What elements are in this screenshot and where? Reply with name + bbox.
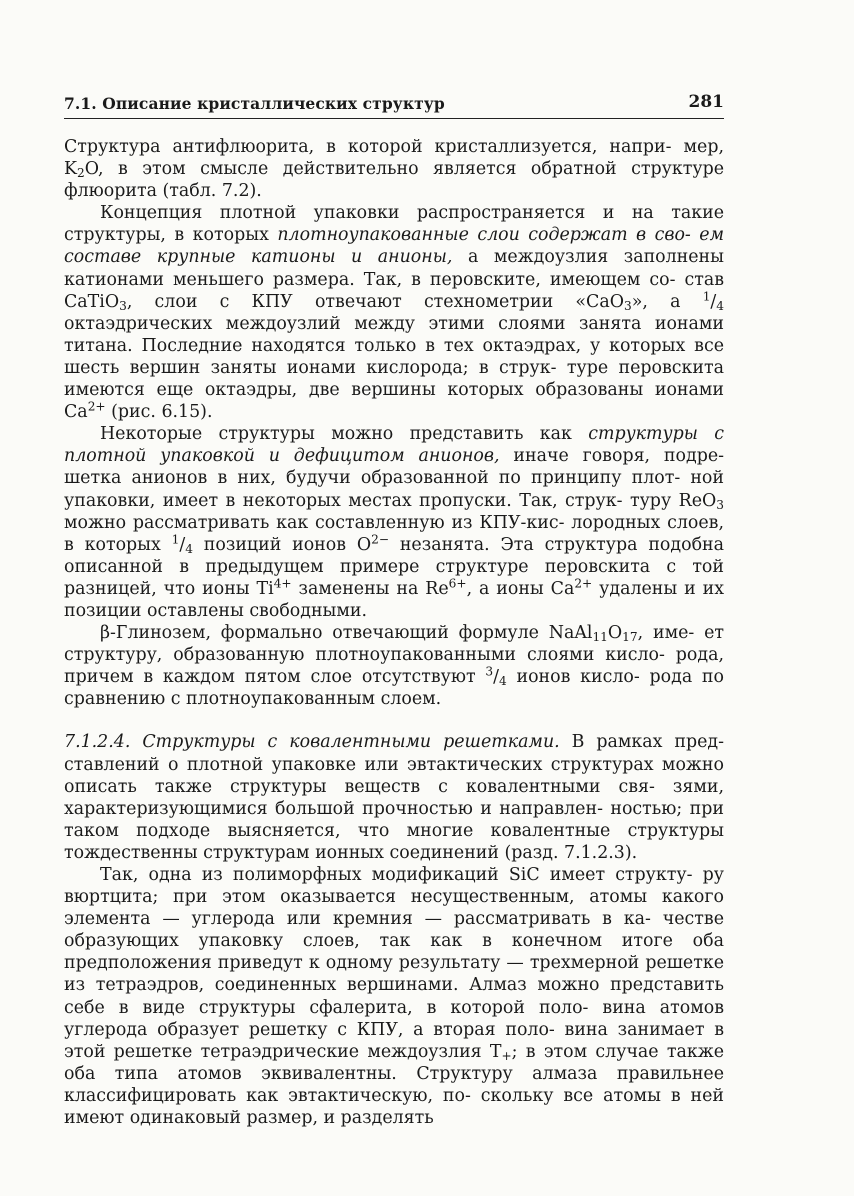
paragraph-close-packing-perovskite: Концепция плотной упаковки распространяется и на такие структуры, в которых плотноупакованные слои содержат в сво- ем составе крупные катионы и анионы, а междоузлия заполнены катионами меньшего размера. Так, в перовските, имеющем со- став CaTiO$_3$, слои с КПУ отвечают стехнометрии «CaO$_3$», а $^1/_4$ октаэдрических междоузлий между этими слоями занята ионами титана. Последние находятся только в тех октаэдрах, у которых все шесть вершин заняты ионами кислорода; в струк- туре перовскита имеются еще октаэдры, две вершины которых образованы ионами $Ca^{2+}$ (рис. 6.15).	[64, 203, 725, 423]
paragraph-antifluorite: Структура антифлюорита, в которой кристаллизуется, напри- мер, $K_2O$, в этом смысле действительно является обратной структуре флюорита (табл. 7.2).	[64, 137, 724, 202]
running-header	[64, 92, 724, 119]
paragraph-sic-diamond: Так, одна из полиморфных модификаций SiC имеет структу- ру вюртцита; при этом оказывается несущественным, атомы какого элемента — углерода или кремния — рассматривать в ка- честве образующих упаковку слоев, так как в конечном итоге оба предположения приведут к одному результату — трехмерной решетке из тетраэдров, соединенных вершинами. Алмаз можно представить себе в виде структуры сфалерита, в которой поло- вина атомов углерода образует решетку с КПУ, а вторая поло- вина занимает в этой решетке тетраэдрические междоузлия $T_+$; в этом случае также оба типа атомов эквивалентны. Структуру алмаза правильнее классифицировать как эвтактическую, по- скольку все атомы в ней имеют одинаковый размер, и разделять	[64, 865, 724, 1129]
paragraph-beta-alumina: β-Глинозем, формально отвечающий формуле $NaAl_{11}O_{17}$, име- ет структуру, образованную плотноупакованными слоями кисло- рода, причем в каждом пятом слое отсутствуют $^3/_4$ ионов кисло- рода по сравнению с плотноупакованным слоем.	[64, 623, 724, 710]
section-heading: 7.1.2.4. Структуры с ковалентными решетками.	[64, 732, 560, 753]
running-title: 7.1. Описание кристаллических структур	[64, 94, 445, 113]
body-text	[64, 136, 724, 1129]
page-number: 281	[688, 92, 724, 112]
paragraph-covalent-lattices: 7.1.2.4. Структуры с ковалентными решетками. В рамках пред- ставлений о плотной упаковке или эвтактических структурах можно описать также структуры веществ с ковалентными свя- зями, характеризующимися большой прочностью и направлен- ностью; при таком подходе выясняется, что многие ковалентные структуры тождественны структурам ионных соединений (разд. 7.1.2.3).	[64, 732, 724, 863]
paragraph-anion-deficit: Некоторые структуры можно представить как структуры с плотной упаковкой и дефицитом анионов, иначе говоря, подре- шетка анионов в них, будучи образованной по принципу плот- ной упаковки, имеет в некоторых местах пропуски. Так, струк- туру ReO$_3$ можно рассматривать как составленную из КПУ-кис- лородных слоев, в которых $^1/_4$ позиций ионов $O^{2-}$ незанята. Эта структура подобна описанной в предыдущем примере структуре перовскита с той разницей, что ионы $Ti^{4+}$ заменены на $Re^{6+}$, а ионы $Ca^{2+}$ удалены и их позиции оставлены свободными.	[64, 424, 725, 621]
